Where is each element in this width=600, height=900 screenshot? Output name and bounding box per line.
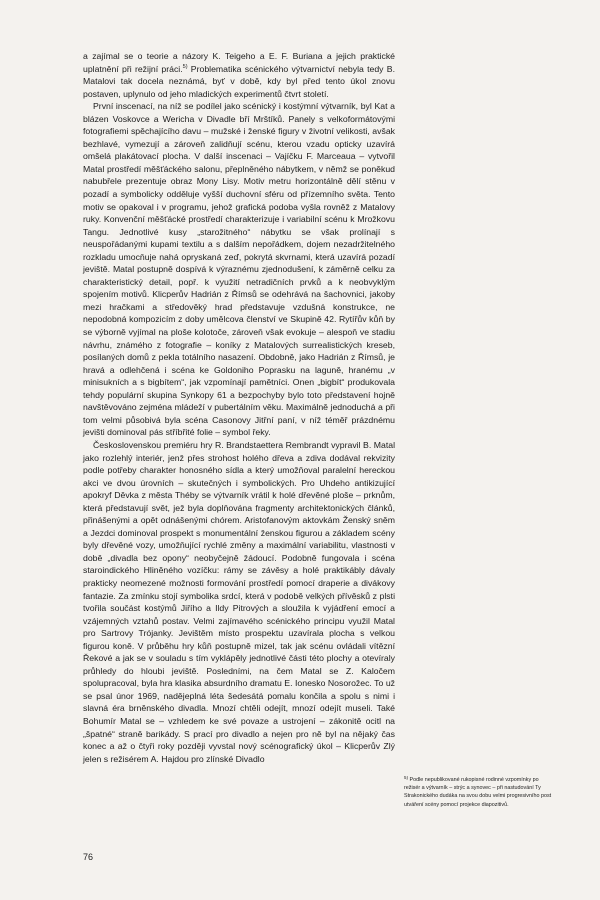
footnote-marker: 5): [404, 776, 409, 780]
footnote: [404, 776, 600, 809]
paragraph-1-text: a zajímal se o teorie a názory K. Teigeho a E. F. Buriana a jejich praktické uplatnění při režijní práci.: [83, 51, 395, 74]
footnote-line-4: utváření scény pomocí projekce diapozitivů.: [404, 801, 509, 808]
footnote-text-1: Podle nepublikované rukopisné rodinné vzpomínky po: [409, 777, 539, 783]
paragraph-1-text-continued: Problematika scénického výtvarnictví nebyla tedy B. Matalovi tak docela neznámá, byť v době, kdy byl před tento úkol znovu postaven, uplynulo od jeho mladických experimentů čtvrt století.: [83, 63, 395, 99]
footnote-line-1: [404, 776, 600, 784]
page-number: 76: [83, 852, 94, 862]
paragraph-2: První inscenací, na níž se podílel jako scénický i kostýmní výtvarník, byl Kat a blázen Voskovce a Wericha v Divadle bří Mrštíků. Panely s velkoformátovými fotografiemi spěchajícího davu – mužské i ženské figury v životní velikosti, avšak bezhlavé, vymezují a zároveň zalidňují scénu, kterou vzadu opticky uzavírá omšelá plakátovací plocha. V další inscenaci – Vajíčku F. Marceaua – vytvořil Matal prostředí měšťáckého salonu, přeplněného nábytkem, v němž se poněkud nabubřele prezentuje obraz Mony Lisy. Motiv metru horizontálně dělí stěnu v pozadí a symbolicky odděluje vyšší duchovní sféru od přízemního světa. Tento motiv se opakoval i v programu, jehož grafická podoba vyšla rovněž z Matalovy ruky. Konvenční měšťácké prostředí charakterizuje i variabilní scénu k Mrožkovu Tangu. Jednotlivé kusy „starožitného“ nábytku se však prolínají s neuspořádanými kupami textilu a s dalším nepořádkem, dojem nezadržitelného rozkladu umocňuje nahá opryskaná zeď, pokrytá skvrnami, která uzavírá pozadí jeviště. Matal postupně dospívá k výraznému zjednodušení, k záměrně celku za charakteristický detail, popř. k využití netradičních prvků a k neobvyklým spojením motivů. Klicperův Hadrián z Římsů se odehrává na šachovnici, jakoby mezi hračkami a středověký hrad představuje vzdušná konstrukce, ne nepodobná kompozicím z doby umělcova členství ve Skupině 42. Rytířův kůň by se výborně vyjímal na ploše kolotoče, zároveň však evokuje – alespoň ve stadiu návrhu, známého z fotografie – koníky z Matalových surrealistických kreseb, posílaných domů z pekla totálního nasazení. Obdobně, jako Hadrián z Římsů, je hravá a odlehčená i scéna ke Goldoniho Poprasku na laguně, hranému „v minisukních a s bigbítem“, jak vzpomínají pamětníci. Onen „bigbít“ produkovala tehdy populární skupina Synkopy 61 a bezpochyby bylo toto představení hojně navštěvováno zejména mládeží v pubertálním věku. Maximálně jednoduchá a při tom velmi působivá byla scéna Casonovy Jitřní paní, v níž téměř prázdnému jevišti dominoval pás stříbřité folie – symbol řeky.: [83, 101, 395, 438]
paragraph-3: Československou premiéru hry R. Brandstaettera Rembrandt vypravil B. Matal jako rozlehlý interiér, jenž přes strohost holého dřeva a zdiva dodával rekvizity podle potřeby charakter honosného sídla a který umožňoval paralelní hereckou akci ve dvou úrovních – skutečných i symbolických. Pro Uhdeho antikizující apokryf Děvka z města Théby se výtvarník vrátil k holé dřevěné ploše – prknům, která představují svět, jež byla doplňována fragmenty architektonických článků, přinášenými a opět odnášenými chórem. Aristofanovým aktovkám Ženský sněm a Jezdci dominoval prospekt s monumentální ženskou figurou a základem scény byly dřevěné vozy, umožňující rychlé změny a maximální variabilitu, vlastnosti v době „divadla bez opony“ neobyčejně žádoucí. Podobně fungovala i scéna staroindického Hliněného vozíčku: rámy se závěsy a holé praktikábly dávaly prakticky neomezené možnosti formování prostředí pomocí draperie a divákovy fantazie. Za zmínku stojí symbolika srdcí, která v podobě velkých přívěsků z plsti tvořila součást kostýmů Jiřího a Ildy Pitrových a sloužila k vyjádření emocí a vzájemných vztahů postav. Velmi zajímavého scénického principu využil Matal pro Sartrovy Trójanky. Jevištěm místo prospektu uzavírala plocha s velkou figurou koně. V průběhu hry kůň postupně mizel, tak jak scénu ovládali vítězní Řekové a jak se v souladu s tím vyklápěly jednotlivé části této plochy a otevíraly průhledy do hloubi jeviště. Posledními, na čem Matal se Z. Kaločem spolupracoval, byla hra klasika absurdního dramatu E. Ionesko Nosorožec. To už se psal únor 1969, nadějeplná léta šedesátá pomalu končila a spolu s nimi i slavná éra brněnského divadla. Mnozí chtěli odejít, mnozí odejít museli. Také Bohumír Matal se – vzhledem ke své povaze a ustrojení – zákonitě ocitl na „špatné“ straně barikády. S prací pro divadlo a nejen pro ně byl na nějaký čas konec a až o čtyři roky později vyvstal nový scénografický úkol – Klicperův Zlý jelen s režisérem A. Hajdou pro zlínské Divadlo: [83, 439, 395, 764]
paragraph-1: [83, 50, 395, 100]
main-text-column: [83, 50, 395, 765]
footnote-reference: 5): [182, 63, 188, 70]
footnote-line-3: Strakonického dudáka na svou dobu velmi progresivního post: [404, 793, 552, 800]
footnote-line-2: režisér a výtvarník – strýc a synovec – při nastudování Ty: [404, 785, 541, 792]
